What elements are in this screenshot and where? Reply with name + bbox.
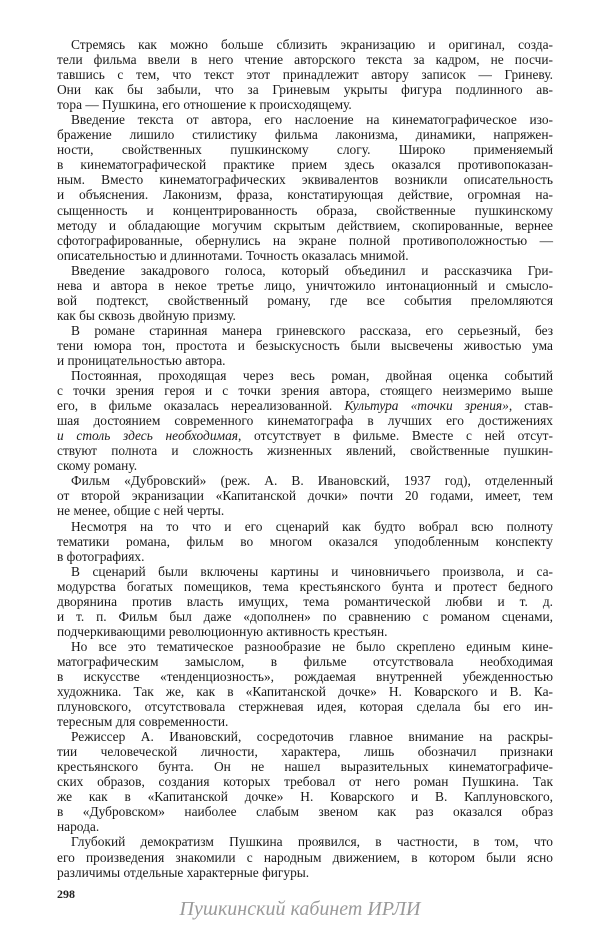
text-line: и проницательностью автора. [57, 352, 226, 368]
paragraph [57, 112, 553, 262]
text-line: ным. Вместо кинематографических эквивалентов возникли описательность [57, 172, 553, 188]
paragraph [57, 323, 553, 368]
text-line: тени юмора тон, простота и безыскусность были высвечены живостью ума [57, 337, 553, 353]
text-line: народа. [57, 819, 100, 835]
text-line: ствуют полнота и сложность жизненных явлений, свойственные пушкин- [57, 443, 553, 459]
text-line: в искусстве «тенденциозность», рождаемая внутренней убежденностью [57, 668, 553, 684]
text-line: в «Дубровском» наиболее слабым звеном как раз оказался образ [57, 804, 553, 820]
paragraph [57, 834, 553, 879]
text-line: в фотографиях. [57, 548, 145, 564]
text-line: Стремясь как можно больше сблизить экранизацию и оригинал, созда- [71, 37, 553, 52]
text-line: в кинематографической практике прием здесь оказался противопоказан- [57, 157, 553, 173]
text-line: тематики романа, фильм во многом оказался уподобленным конспекту [57, 533, 553, 549]
text-line: В романе старинная манера гриневского рассказа, его серьезный, без [71, 322, 553, 338]
text-line: не менее, общие с ней черты. [57, 503, 225, 519]
text-line: нева и автора в некое третье лицо, уничтожило интонационный и смысло- [57, 277, 553, 293]
text-line: методу и обладающие могучим скрытым действием, скопированные, вернее [57, 217, 553, 233]
text-line: ских образов, создания которых требовал от него роман Пушкина. Так [57, 774, 553, 790]
text-line: Глубокий демократизм Пушкина проявился, в частности, в том, что [71, 834, 553, 850]
text-line: Фильм «Дубровский» (реж. А. В. Ивановский, 1937 год), отделенный [71, 473, 553, 489]
paragraph [57, 564, 553, 639]
paragraph [57, 729, 553, 834]
italic-text: и столь здесь необходимая [57, 428, 238, 444]
text-segment: его, в фильме оказалась нереализованной. [57, 398, 345, 414]
paragraph [57, 263, 553, 323]
text-line: различимы отдельные характерные фигуры. [57, 864, 310, 880]
paragraph [57, 639, 553, 729]
text-line: с точки зрения героя и с точки зрения автора, стоящего неизмеримо выше [57, 383, 553, 399]
text-line: и т. п. Фильм был даже «дополнен» по сравнению с романом сценами, [57, 608, 553, 624]
text-line: Но все это тематическое разнообразие не было скреплено единым кине- [71, 638, 553, 654]
page-number: 298 [57, 887, 75, 901]
paragraph [57, 37, 553, 112]
text-line: Постоянная, проходящая через весь роман, двойная оценка событий [71, 368, 553, 384]
text-line: тии человеческой личности, характера, лишь обозначил признаки [57, 744, 553, 760]
text-line: подчеркивающими революционную активность крестьян. [57, 623, 388, 639]
text-segment: , отсутствует в фильме. Вместе с ней отсут- [238, 428, 553, 444]
text-line: вой подтекст, свойственный роману, где все события преломляются [57, 292, 553, 308]
text-segment: , став- [508, 398, 553, 414]
text-line: его произведения знакомили с народным движением, в котором были ясно [57, 849, 553, 865]
text-line: тора — Пушкина, его отношение к происходящему. [57, 97, 352, 113]
text-line: шая достоянием современного кинематографа в лучших его достижениях [57, 413, 553, 429]
text-line: описательностью и длиннотами. Точность оказалась мнимой. [57, 247, 409, 263]
page-body-text [57, 37, 553, 880]
watermark: Пушкинский кабинет ИРЛИ [179, 898, 421, 920]
text-line: бражение лишило стилистику фильма лаконизма, динамики, напряжен- [57, 127, 553, 143]
text-line: крестьянского бунта. Он не нашел выразительных кинематографиче- [57, 759, 553, 775]
text-line: же как в «Капитанской дочке» Н. Коварского и В. Каплуновского, [57, 789, 553, 805]
text-line: тересным для современности. [57, 714, 229, 730]
text-line: матографическим замыслом, в фильме отсутствовала необходимая [57, 653, 553, 669]
text-line: Несмотря на то что и его сценарий как будто вобрал всю полноту [71, 518, 553, 534]
text-line: плуновского, отсутствовала стержневая идея, которая сделала бы его ин- [57, 699, 553, 715]
paragraph [57, 368, 553, 473]
text-line: модурства богатых помещиков, тема крестьянского бунта и протест бедного [57, 578, 553, 594]
text-line [57, 398, 553, 413]
paragraph [57, 473, 553, 518]
text-line: дворянина против власть имущих, тема романтической любви и т. д. [57, 593, 553, 609]
text-line: В сценарий были включены картины и чиновничьего произвола, и са- [71, 563, 553, 579]
text-line: Режиссер А. Ивановский, сосредоточив главное внимание на раскры- [71, 729, 553, 745]
text-line: ности, свойственных пушкинскому слогу. Широко применяемый [57, 142, 553, 158]
text-line: и объяснения. Лаконизм, фраза, констатирующая действие, огромная на- [57, 187, 553, 203]
text-line: Введение текста от автора, его наслоение на кинематографическое изо- [71, 112, 553, 128]
text-line: тавшись с тем, что текст этот принадлежит автору записок — Гриневу. [57, 67, 553, 83]
italic-text: Культура «точки зрения» [344, 398, 509, 414]
text-line: художника. Так же, как в «Капитанской дочке» Н. Коварского и В. Ка- [57, 684, 553, 700]
text-line: сфотографированные, обернулись на экране полной противоположностью — [57, 232, 553, 248]
text-line [57, 428, 553, 443]
text-line: Введение закадрового голоса, который объединил и рассказчика Гри- [71, 262, 553, 278]
text-line: скому роману. [57, 458, 138, 474]
paragraph [57, 519, 553, 564]
text-line: как бы сквозь двойную призму. [57, 307, 236, 323]
text-line: Они как бы забыли, что за Гриневым укрыты фигура подлинного ав- [57, 82, 553, 98]
text-line: тели фильма ввели в него чтение авторского текста за кадром, не посчи- [57, 52, 553, 68]
text-line: сыщенность и концентрированность образа, свойственные пушкинскому [57, 202, 553, 218]
text-line: от второй экранизации «Капитанской дочки» почти 20 годами, имеет, тем [57, 488, 553, 504]
